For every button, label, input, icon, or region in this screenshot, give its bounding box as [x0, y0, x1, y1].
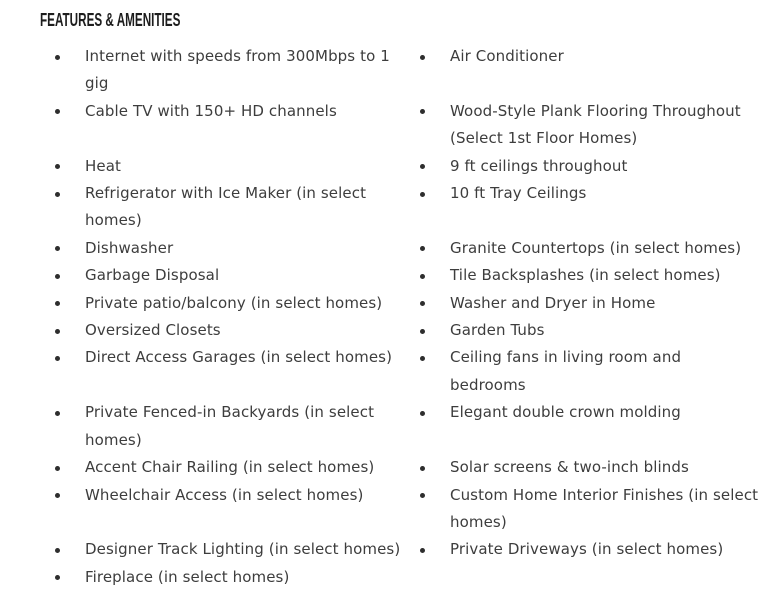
- amenity-text: Heat: [85, 156, 121, 175]
- amenity-item: [40, 235, 405, 262]
- table-row: [40, 180, 778, 235]
- amenity-item: [405, 536, 760, 563]
- bullet-icon: [55, 575, 60, 580]
- amenity-item: [40, 564, 405, 591]
- bullet-icon: [420, 411, 425, 416]
- table-row: [40, 564, 778, 591]
- bullet-icon: [55, 274, 60, 279]
- bullet-icon: [55, 301, 60, 306]
- amenity-item: [405, 454, 760, 481]
- bullet-icon: [420, 329, 425, 334]
- amenity-text: Private Fenced-in Backyards (in select homes): [85, 403, 375, 449]
- bullet-icon: [420, 356, 425, 361]
- amenity-text: Refrigerator with Ice Maker (in select homes): [85, 184, 367, 230]
- amenity-item: [40, 454, 405, 481]
- amenity-text: Dishwasher: [85, 238, 174, 257]
- amenity-text: Elegant double crown molding: [450, 403, 681, 422]
- amenity-text: Air Conditioner: [450, 47, 564, 65]
- amenity-text: Direct Access Garages (in select homes): [85, 348, 393, 367]
- amenity-item: [40, 98, 405, 125]
- amenity-text: Washer and Dryer in Home: [450, 293, 656, 312]
- table-row: [40, 536, 778, 563]
- bullet-icon: [55, 192, 60, 197]
- bullet-icon: [55, 466, 60, 471]
- bullet-icon: [420, 164, 425, 169]
- amenity-text: Garden Tubs: [450, 321, 545, 340]
- bullet-icon: [420, 548, 425, 553]
- bullet-icon: [420, 493, 425, 498]
- amenity-item: [405, 235, 760, 262]
- bullet-icon: [420, 246, 425, 251]
- table-row: [40, 153, 778, 180]
- amenity-text: Oversized Closets: [85, 321, 221, 340]
- amenity-item: [40, 482, 405, 509]
- bullet-icon: [55, 356, 60, 361]
- amenity-item: [405, 290, 760, 317]
- amenity-item: [405, 482, 760, 537]
- amenity-item: [40, 399, 405, 454]
- amenity-item: [405, 180, 760, 207]
- table-row: [40, 98, 778, 153]
- bullet-icon: [420, 274, 425, 279]
- amenity-text: Wheelchair Access (in select homes): [85, 485, 364, 504]
- table-row: [40, 290, 778, 317]
- bullet-icon: [55, 246, 60, 251]
- amenity-item: [405, 98, 760, 153]
- table-row: [40, 262, 778, 289]
- amenity-text: 10 ft Tray Ceilings: [450, 184, 587, 203]
- amenity-item: [405, 399, 760, 426]
- amenity-text: Garbage Disposal: [85, 266, 220, 285]
- amenity-text: 9 ft ceilings throughout: [450, 156, 628, 175]
- amenity-item: [40, 317, 405, 344]
- bullet-icon: [55, 329, 60, 334]
- amenity-item: [40, 43, 405, 98]
- table-row: [40, 482, 778, 537]
- amenity-item: [40, 536, 405, 563]
- bullet-icon: [420, 192, 425, 197]
- amenity-text: Private patio/balcony (in select homes): [85, 293, 383, 312]
- bullet-icon: [55, 164, 60, 169]
- amenity-item: [40, 180, 405, 235]
- bullet-icon: [55, 411, 60, 416]
- amenity-item: [40, 344, 405, 371]
- bullet-icon: [420, 466, 425, 471]
- bullet-icon: [420, 109, 425, 114]
- bullet-icon: [420, 55, 425, 60]
- amenity-item: [40, 153, 405, 180]
- section-title: FEATURES & AMENITIES: [40, 10, 181, 30]
- table-row: [40, 43, 778, 98]
- amenity-item: [40, 262, 405, 289]
- amenity-text: Ceiling fans in living room and bedrooms: [450, 348, 682, 394]
- amenity-text: Cable TV with 150+ HD channels: [85, 101, 337, 120]
- table-row: [40, 454, 778, 481]
- bullet-icon: [420, 301, 425, 306]
- bullet-icon: [55, 109, 60, 114]
- amenity-text: Solar screens & two-inch blinds: [450, 458, 689, 477]
- amenity-text: Internet with speeds from 300Mbps to 1 gig: [85, 47, 390, 93]
- amenity-text: Wood-Style Plank Flooring Throughout (Select 1st Floor Homes): [450, 101, 741, 148]
- table-row: [40, 235, 778, 262]
- amenities-table: [40, 43, 778, 591]
- amenity-text: Granite Countertops (in select homes): [450, 238, 742, 257]
- amenity-item: [40, 290, 405, 317]
- table-row: [40, 317, 778, 344]
- amenity-item: [405, 43, 760, 70]
- amenity-text: Private Driveways (in select homes): [450, 540, 724, 559]
- amenity-text: Tile Backsplashes (in select homes): [450, 266, 721, 285]
- table-row: [40, 399, 778, 454]
- bullet-icon: [55, 493, 60, 498]
- amenity-item: [405, 344, 760, 399]
- amenity-text: Accent Chair Railing (in select homes): [85, 458, 375, 477]
- amenity-item: [405, 153, 760, 180]
- bullet-icon: [55, 55, 60, 60]
- bullet-icon: [55, 548, 60, 553]
- table-row: [40, 344, 778, 399]
- amenity-text: Custom Home Interior Finishes (in select homes): [450, 485, 759, 531]
- amenity-item: [405, 317, 760, 344]
- amenity-text: Fireplace (in select homes): [85, 567, 290, 586]
- amenity-text: Designer Track Lighting (in select homes): [85, 540, 401, 559]
- amenity-item: [405, 262, 760, 289]
